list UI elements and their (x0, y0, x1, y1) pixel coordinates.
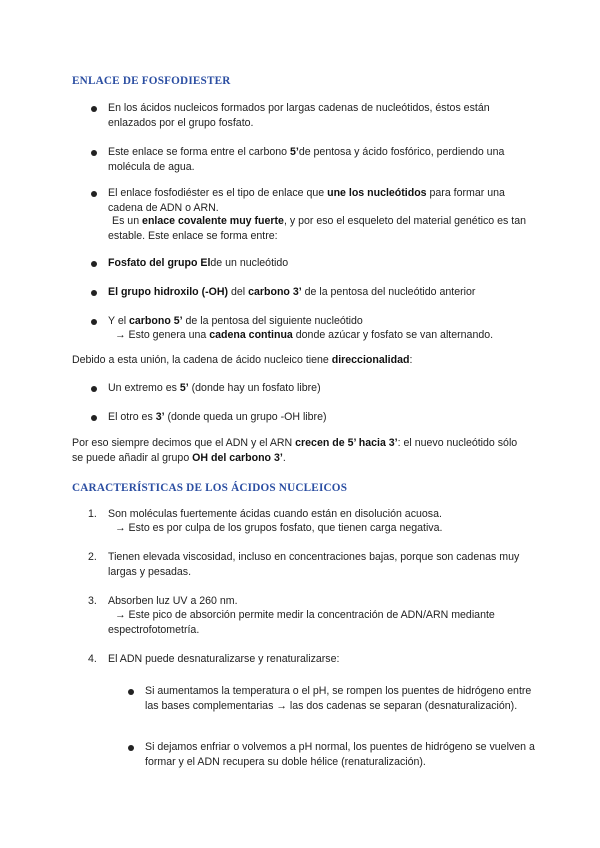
bullet-text: En los ácidos nucleicos formados por largas cadenas de nucleótidos, éstos están enlazados por el grupo fosfato. (108, 102, 490, 129)
bullet-text: El otro es 3’ (donde queda un grupo -OH libre) (108, 411, 327, 423)
section-heading-enlace: ENLACE DE FOSFODIESTER (72, 75, 231, 87)
section-heading-caracteristicas: CARACTERÍSTICAS DE LOS ÁCIDOS NUCLEICOS (72, 482, 348, 494)
list-item-text: Son moléculas fuertemente ácidas cuando están en disolución acuosa. (108, 508, 442, 520)
bullet-dot (91, 415, 97, 421)
sub-bullet-text: Si dejamos enfriar o volvemos a pH normal, los puentes de hidrógeno se vuelven a formar y el ADN recupera su doble hélice (renaturalización). (145, 741, 535, 768)
sub-bullet-text: Si aumentamos la temperatura o el pH, se rompen los puentes de hidrógeno entre las bases complementarias → las dos cadenas se separan (desnaturalización). (145, 685, 532, 712)
list-number: 4. (88, 653, 97, 665)
list-item-sub: → Esto es por culpa de los grupos fosfato, que tienen carga negativa. (115, 522, 443, 534)
bullet-dot (91, 319, 97, 325)
bullet-text: Un extremo es 5’ (donde hay un fosfato libre) (108, 382, 321, 394)
bullet-text: El enlace fosfodiéster es el tipo de enlace que une los nucleótidos para formar una cadena de ADN o ARN. (108, 187, 505, 214)
paragraph-direccionalidad: Debido a esta unión, la cadena de ácido nucleico tiene direccionalidad: (72, 354, 413, 366)
bullet-dot (91, 150, 97, 156)
bullet-continuation: Es un enlace covalente muy fuerte, y por eso el esqueleto del material genético es tan estable. Este enlace se forma entre: (108, 215, 526, 242)
list-item-text: Absorben luz UV a 260 nm. (108, 595, 238, 607)
list-number: 1. (88, 508, 97, 520)
bullet-dot (91, 290, 97, 296)
list-number: 2. (88, 551, 97, 563)
list-item-sub: → Este pico de absorción permite medir la concentración de ADN/ARN mediante espectrofotometría. (108, 609, 495, 636)
bullet-dot (128, 745, 134, 751)
bullet-dot (91, 386, 97, 392)
bullet-continuation: → Esto genera una cadena continua donde azúcar y fosfato se van alternando. (115, 329, 494, 341)
list-item-text: El ADN puede desnaturalizarse y renaturalizarse: (108, 653, 340, 665)
bullet-dot (91, 261, 97, 267)
bullet-dot (91, 106, 97, 112)
bullet-text: Y el carbono 5’ de la pentosa del siguiente nucleótido (108, 315, 363, 327)
list-item-text: Tienen elevada viscosidad, incluso en concentraciones bajas, porque son cadenas muy largas y pesadas. (108, 551, 520, 578)
paragraph-crecimiento: Por eso siempre decimos que el ADN y el ARN crecen de 5’ hacia 3’: el nuevo nucleótido sólo se puede añadir al grupo OH del carbono 3’. (72, 437, 518, 464)
bullet-dot (128, 689, 134, 695)
bullet-dot (91, 191, 97, 197)
list-number: 3. (88, 595, 97, 607)
bullet-text: Este enlace se forma entre el carbono 5’de pentosa y ácido fosfórico, perdiendo una molécula de agua. (108, 146, 505, 173)
bullet-text: El grupo hidroxilo (-OH) del carbono 3’ de la pentosa del nucleótido anterior (108, 286, 476, 298)
bullet-text: Fosfato del grupo Elde un nucleótido (108, 257, 289, 269)
